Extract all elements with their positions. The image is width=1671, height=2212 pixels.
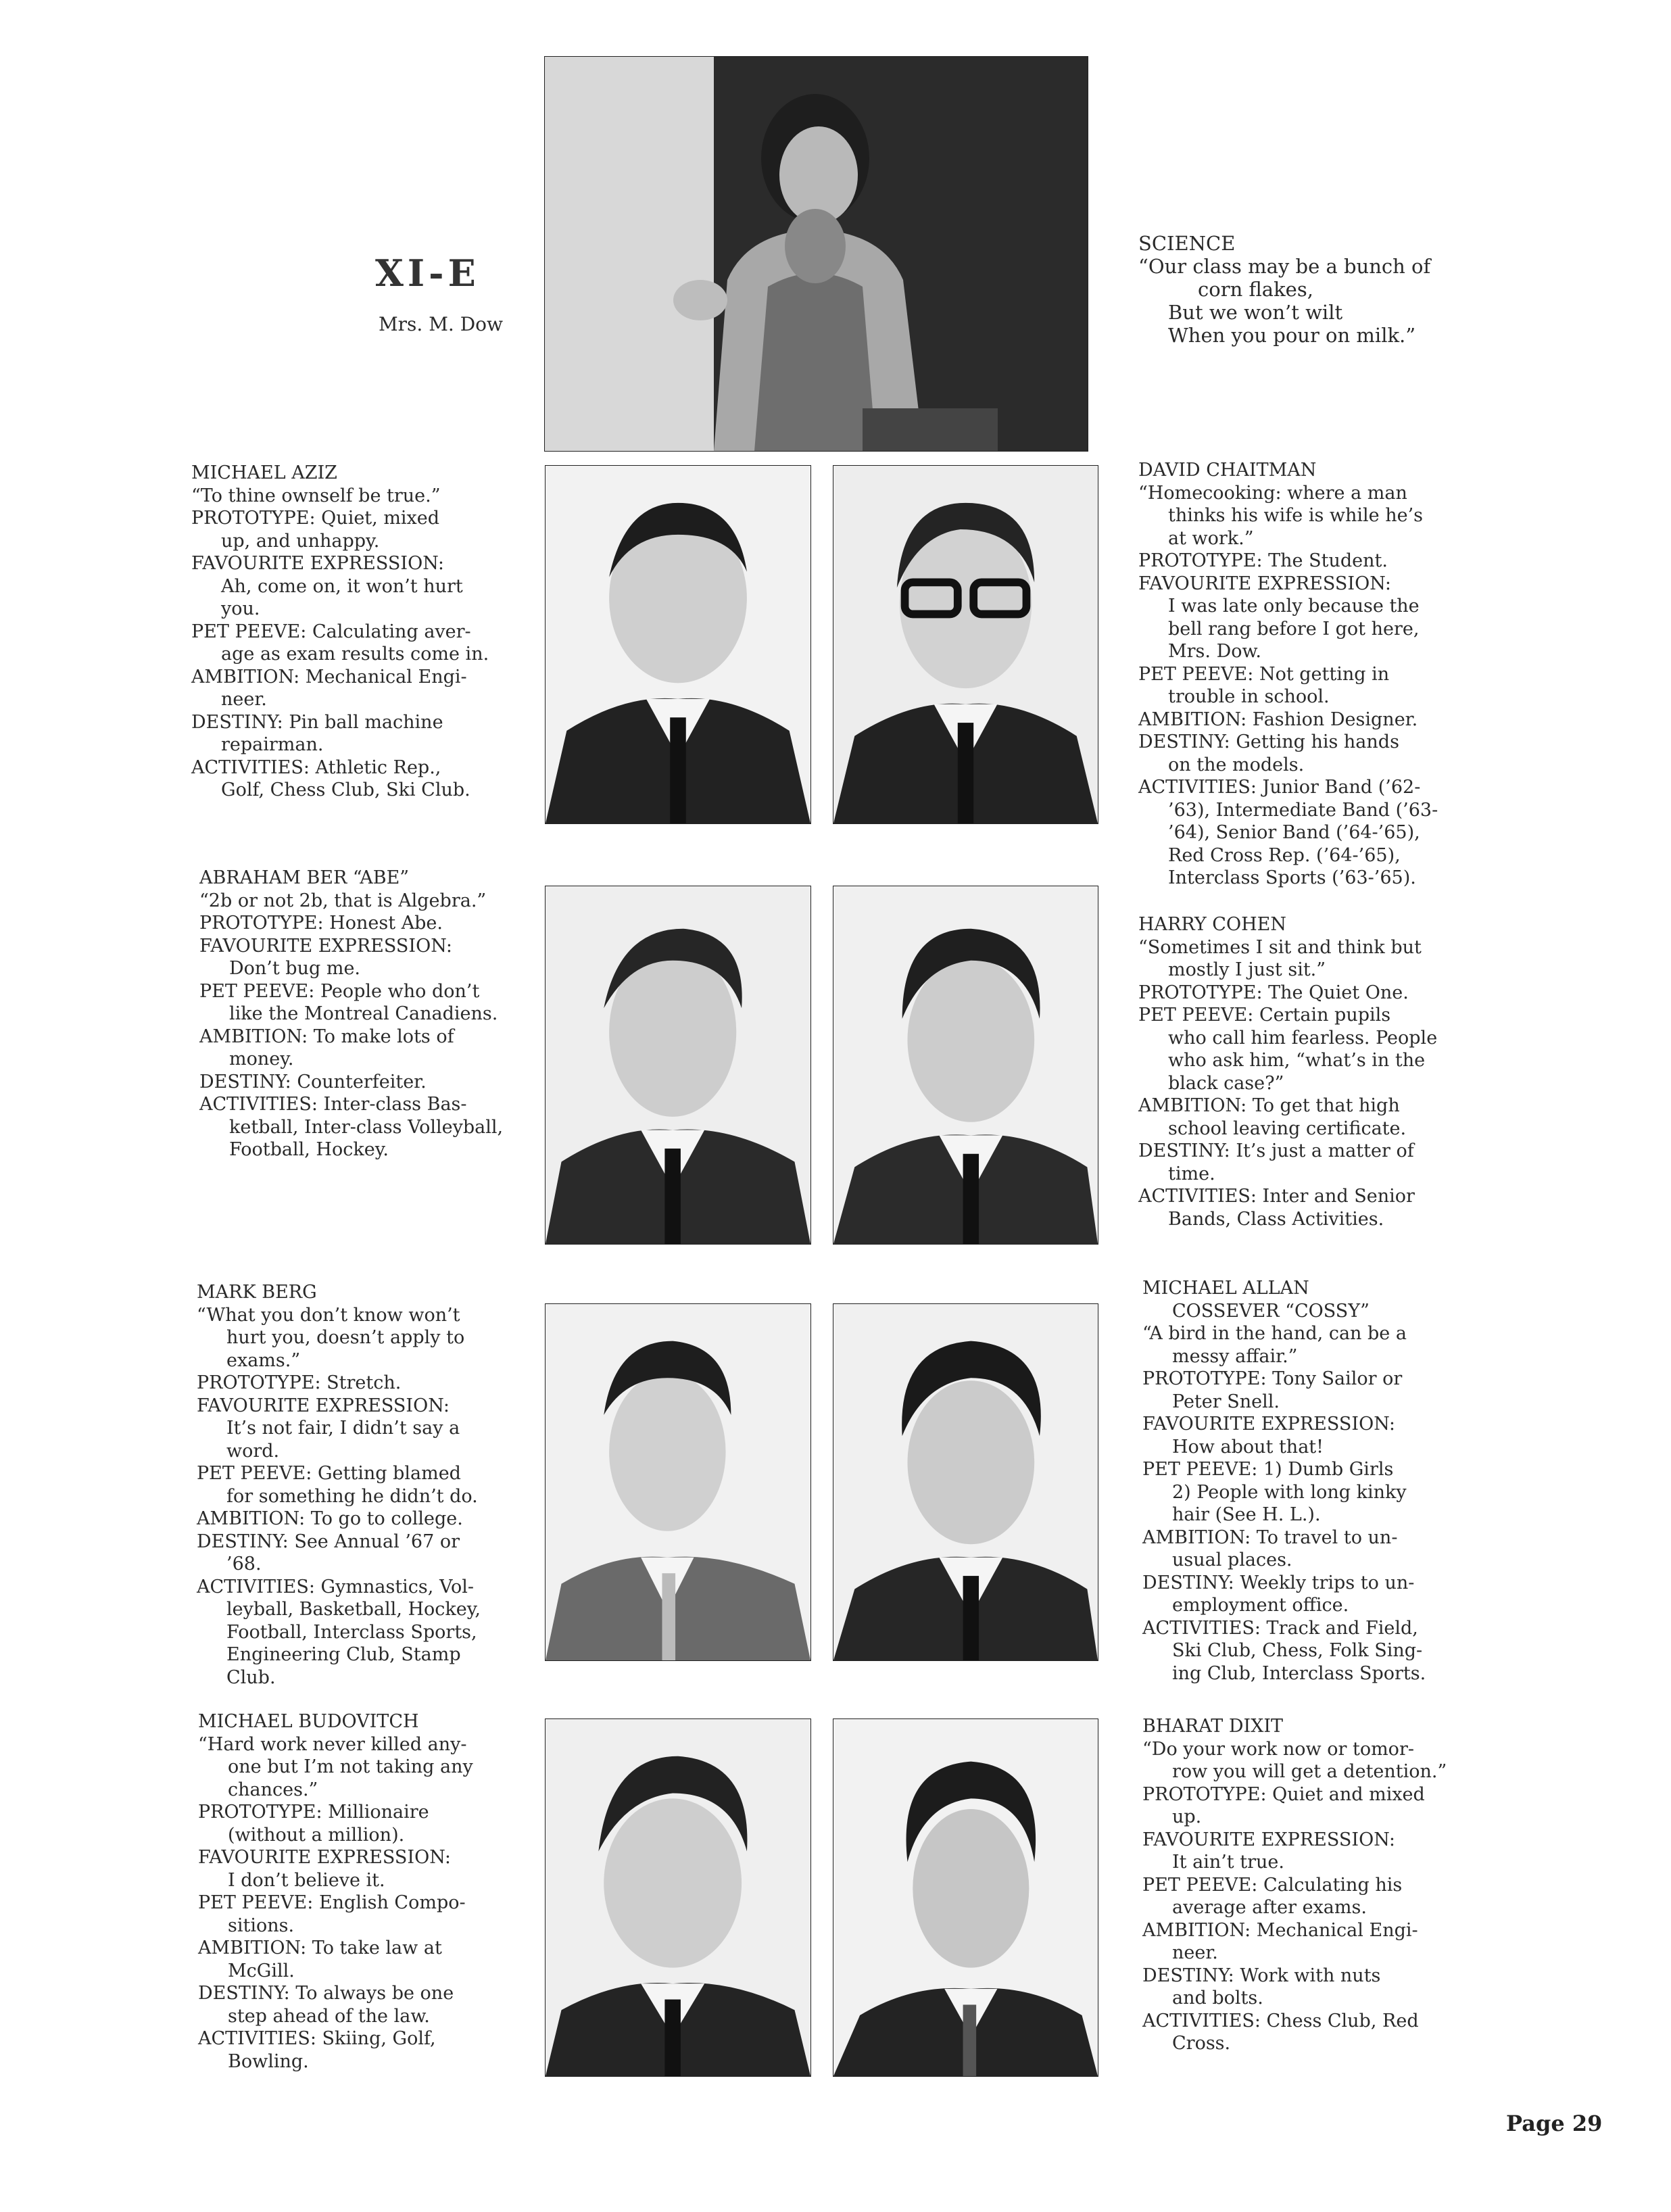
motto-line: “Our class may be a bunch of — [1138, 255, 1431, 278]
student-name: MARK BERG — [197, 1282, 317, 1303]
bio-line: PROTOTYPE: Stretch. — [197, 1372, 402, 1393]
bio-line: ACTIVITIES: Inter and Senior — [1138, 1186, 1415, 1207]
bio-berg — [197, 1281, 501, 1689]
bio-line: Ski Club, Chess, Folk Sing- — [1172, 1640, 1423, 1661]
bio-line: Bowling. — [228, 2050, 309, 2072]
bio-line: PROTOTYPE: Tony Sailor or — [1142, 1368, 1403, 1389]
bio-line: PET PEEVE: Certain pupils — [1138, 1005, 1391, 1026]
subject-motto — [1138, 232, 1430, 347]
bio-ber — [199, 867, 504, 1161]
bio-line: It ain’t true. — [1172, 1852, 1284, 1873]
bio-line: PET PEEVE: English Compo- — [198, 1892, 466, 1913]
bio-line: ’64), Senior Band (’64-’65), — [1168, 822, 1420, 843]
bio-line: ACTIVITIES: Skiing, Golf, — [198, 2028, 436, 2049]
bio-line: FAVOURITE EXPRESSION: — [199, 935, 452, 957]
bio-line: PET PEEVE: Calculating his — [1142, 1874, 1403, 1896]
bio-line: at work.” — [1168, 527, 1254, 549]
motto-line: When you pour on milk.” — [1168, 324, 1416, 347]
bio-line: leyball, Basketball, Hockey, — [226, 1599, 481, 1620]
bio-line: PROTOTYPE: Quiet, mixed — [191, 508, 440, 529]
bio-line: up, and unhappy. — [221, 530, 380, 552]
bio-line: FAVOURITE EXPRESSION: — [1142, 1829, 1395, 1850]
bio-line: PET PEEVE: 1) Dumb Girls — [1142, 1459, 1394, 1480]
bio-line: chances.” — [228, 1779, 318, 1800]
quote: “Sometimes I sit and think but — [1138, 936, 1422, 958]
bio-line: Engineering Club, Stamp — [226, 1644, 461, 1665]
bio-line: Bands, Class Activities. — [1168, 1208, 1384, 1230]
bio-line: on the models. — [1168, 754, 1305, 775]
bio-cossever — [1142, 1277, 1453, 1685]
bio-line: Cross. — [1172, 2033, 1231, 2054]
bio-line: ing Club, Interclass Sports. — [1172, 1662, 1426, 1684]
motto-line: But we won’t wilt — [1168, 301, 1343, 324]
bio-line: AMBITION: To travel to un- — [1142, 1526, 1398, 1548]
bio-line: exams.” — [226, 1349, 301, 1371]
bio-line: I don’t believe it. — [228, 1869, 385, 1891]
student-name: MICHAEL BUDOVITCH — [198, 1711, 419, 1732]
portrait-berg — [545, 1303, 811, 1661]
page-number: Page 29 — [1506, 2111, 1603, 2136]
bio-line: step ahead of the law. — [228, 2005, 430, 2027]
bio-line: DESTINY: Work with nuts — [1142, 1965, 1381, 1986]
bio-line: row you will get a detention.” — [1172, 1761, 1447, 1782]
bio-line: DESTINY: To always be one — [198, 1983, 454, 2004]
bio-line: Peter Snell. — [1172, 1391, 1280, 1412]
quote: “A bird in the hand, can be a — [1142, 1323, 1407, 1344]
bio-line: Ah, come on, it won’t hurt — [221, 575, 463, 597]
quote: “Homecooking: where a man — [1138, 482, 1407, 504]
portrait-budovitch — [545, 1718, 811, 2077]
bio-line: black case?” — [1168, 1072, 1284, 1094]
subject-label: SCIENCE — [1138, 232, 1236, 255]
bio-line: It’s not fair, I didn’t say a — [226, 1418, 460, 1439]
bio-line: PROTOTYPE: Quiet and mixed — [1142, 1783, 1425, 1805]
bio-line: PET PEEVE: Getting blamed — [197, 1463, 461, 1484]
bio-line: ACTIVITIES: Inter-class Bas- — [199, 1094, 467, 1115]
bio-line: ketball, Inter-class Volleyball, — [229, 1116, 504, 1138]
quote: “What you don’t know won’t — [197, 1304, 460, 1326]
student-name: DAVID CHAITMAN — [1138, 460, 1317, 481]
portrait-aziz — [545, 465, 811, 824]
bio-line: PROTOTYPE: The Student. — [1138, 550, 1388, 571]
bio-line: AMBITION: To go to college. — [197, 1508, 463, 1529]
bio-line: FAVOURITE EXPRESSION: — [197, 1395, 450, 1416]
bio-line: like the Montreal Canadiens. — [229, 1003, 498, 1024]
bio-line: DESTINY: See Annual ’67 or — [197, 1531, 460, 1552]
portrait-cohen — [833, 886, 1098, 1245]
student-name: MICHAEL AZIZ — [191, 462, 337, 483]
bio-line: FAVOURITE EXPRESSION: — [1142, 1414, 1395, 1435]
bio-line: hurt you, doesn’t apply to — [226, 1327, 465, 1348]
bio-line: DESTINY: It’s just a matter of — [1138, 1140, 1414, 1161]
bio-dixit — [1142, 1715, 1453, 2055]
bio-line: Football, Hockey. — [229, 1139, 389, 1160]
student-name: COSSEVER “COSSY” — [1172, 1300, 1370, 1322]
bio-line: employment office. — [1172, 1595, 1349, 1616]
bio-line: ’68. — [226, 1554, 262, 1574]
bio-line: trouble in school. — [1168, 686, 1330, 707]
bio-line: AMBITION: To take law at — [198, 1938, 442, 1958]
portrait-ber — [545, 886, 811, 1245]
bio-line: neer. — [221, 689, 267, 710]
bio-line: FAVOURITE EXPRESSION: — [198, 1847, 451, 1868]
bio-line: PROTOTYPE: Honest Abe. — [199, 913, 443, 934]
bio-line: up. — [1172, 1806, 1202, 1827]
quote: “Hard work never killed any- — [198, 1733, 467, 1755]
portrait-dixit — [833, 1718, 1098, 2077]
bio-line: McGill. — [228, 1960, 295, 1981]
bio-line: time. — [1168, 1163, 1215, 1184]
bio-line: PROTOTYPE: Millionaire — [198, 1802, 429, 1823]
bio-line: Football, Interclass Sports, — [226, 1621, 477, 1643]
bio-line: PET PEEVE: People who don’t — [199, 980, 480, 1002]
bio-line: I was late only because the — [1168, 596, 1420, 617]
bio-line: word. — [226, 1440, 280, 1462]
bio-line: hair (See H. L.). — [1172, 1504, 1321, 1525]
bio-line: and bolts. — [1172, 1988, 1263, 2009]
bio-line: thinks his wife is while he’s — [1168, 505, 1424, 526]
student-name: ABRAHAM BER “ABE” — [199, 867, 410, 888]
bio-line: DESTINY: Weekly trips to un- — [1142, 1572, 1415, 1593]
quote: “Do your work now or tomor- — [1142, 1738, 1414, 1760]
bio-line: you. — [221, 598, 260, 619]
bio-line: who ask him, “what’s in the — [1168, 1050, 1426, 1071]
bio-chaitman — [1138, 459, 1449, 890]
bio-line: sitions. — [228, 1915, 295, 1936]
bio-line: ACTIVITIES: Track and Field, — [1142, 1617, 1418, 1639]
quote: “To thine ownself be true.” — [191, 485, 441, 506]
bio-line: PROTOTYPE: The Quiet One. — [1138, 982, 1409, 1003]
bio-line: who call him fearless. People — [1168, 1027, 1438, 1049]
bio-line: AMBITION: To get that high — [1138, 1095, 1400, 1116]
bio-line: AMBITION: Fashion Designer. — [1138, 708, 1418, 730]
teacher-photo — [544, 56, 1088, 452]
bio-line: Interclass Sports (’63-’65). — [1168, 867, 1416, 888]
bio-line: ACTIVITIES: Junior Band (’62- — [1138, 777, 1421, 798]
bio-line: school leaving certificate. — [1168, 1117, 1407, 1139]
bio-line: Red Cross Rep. (’64-’65), — [1168, 844, 1401, 866]
bio-line: DESTINY: Pin ball machine — [191, 711, 443, 733]
bio-line: AMBITION: Mechanical Engi- — [1142, 1919, 1418, 1941]
bio-line: Don’t bug me. — [229, 958, 361, 979]
student-name: MICHAEL ALLAN — [1142, 1278, 1309, 1299]
bio-line: Club. — [226, 1666, 276, 1688]
bio-line: for something he didn’t do. — [226, 1485, 478, 1507]
bio-line: PET PEEVE: Not getting in — [1138, 663, 1390, 685]
bio-line: 2) People with long kinky — [1172, 1481, 1407, 1503]
student-name: HARRY COHEN — [1138, 914, 1286, 935]
bio-line: ACTIVITIES: Chess Club, Red — [1142, 2010, 1419, 2031]
bio-line: FAVOURITE EXPRESSION: — [1138, 573, 1391, 594]
class-title: XI-E — [375, 251, 480, 295]
bio-line: DESTINY: Counterfeiter. — [199, 1071, 427, 1092]
bio-line: How about that! — [1172, 1436, 1324, 1458]
bio-aziz — [191, 462, 495, 802]
bio-line: FAVOURITE EXPRESSION: — [191, 553, 444, 574]
bio-line: neer. — [1172, 1942, 1218, 1963]
portrait-chaitman — [833, 465, 1098, 824]
bio-line: ACTIVITIES: Gymnastics, Vol- — [197, 1576, 474, 1597]
bio-line: ’63), Intermediate Band (’63- — [1168, 799, 1438, 821]
bio-line: Golf, Chess Club, Ski Club. — [221, 779, 470, 800]
motto-line: corn flakes, — [1198, 278, 1313, 301]
bio-line: AMBITION: To make lots of — [199, 1026, 454, 1047]
bio-line: mostly I just sit.” — [1168, 959, 1326, 980]
bio-line: Mrs. Dow. — [1168, 641, 1261, 662]
bio-line: bell rang before I got here, — [1168, 618, 1420, 640]
student-name: BHARAT DIXIT — [1142, 1716, 1284, 1737]
portrait-cossever — [833, 1303, 1098, 1661]
bio-line: messy affair.” — [1172, 1345, 1298, 1367]
bio-line: age as exam results come in. — [221, 644, 489, 665]
bio-line: repairman. — [221, 734, 324, 755]
bio-line: ACTIVITIES: Athletic Rep., — [191, 756, 441, 778]
teacher-name: Mrs. M. Dow — [379, 313, 503, 335]
bio-line: (without a million). — [228, 1824, 405, 1846]
bio-line: usual places. — [1172, 1549, 1292, 1570]
quote: “2b or not 2b, that is Algebra.” — [199, 890, 487, 911]
bio-line: AMBITION: Mechanical Engi- — [191, 666, 467, 688]
bio-line: average after exams. — [1172, 1897, 1367, 1918]
bio-line: one but I’m not taking any — [228, 1756, 473, 1777]
bio-line: money. — [229, 1049, 294, 1069]
bio-line: PET PEEVE: Calculating aver- — [191, 621, 471, 642]
bio-budovitch — [198, 1710, 502, 2073]
bio-line: DESTINY: Getting his hands — [1138, 731, 1399, 752]
bio-cohen — [1138, 913, 1449, 1230]
